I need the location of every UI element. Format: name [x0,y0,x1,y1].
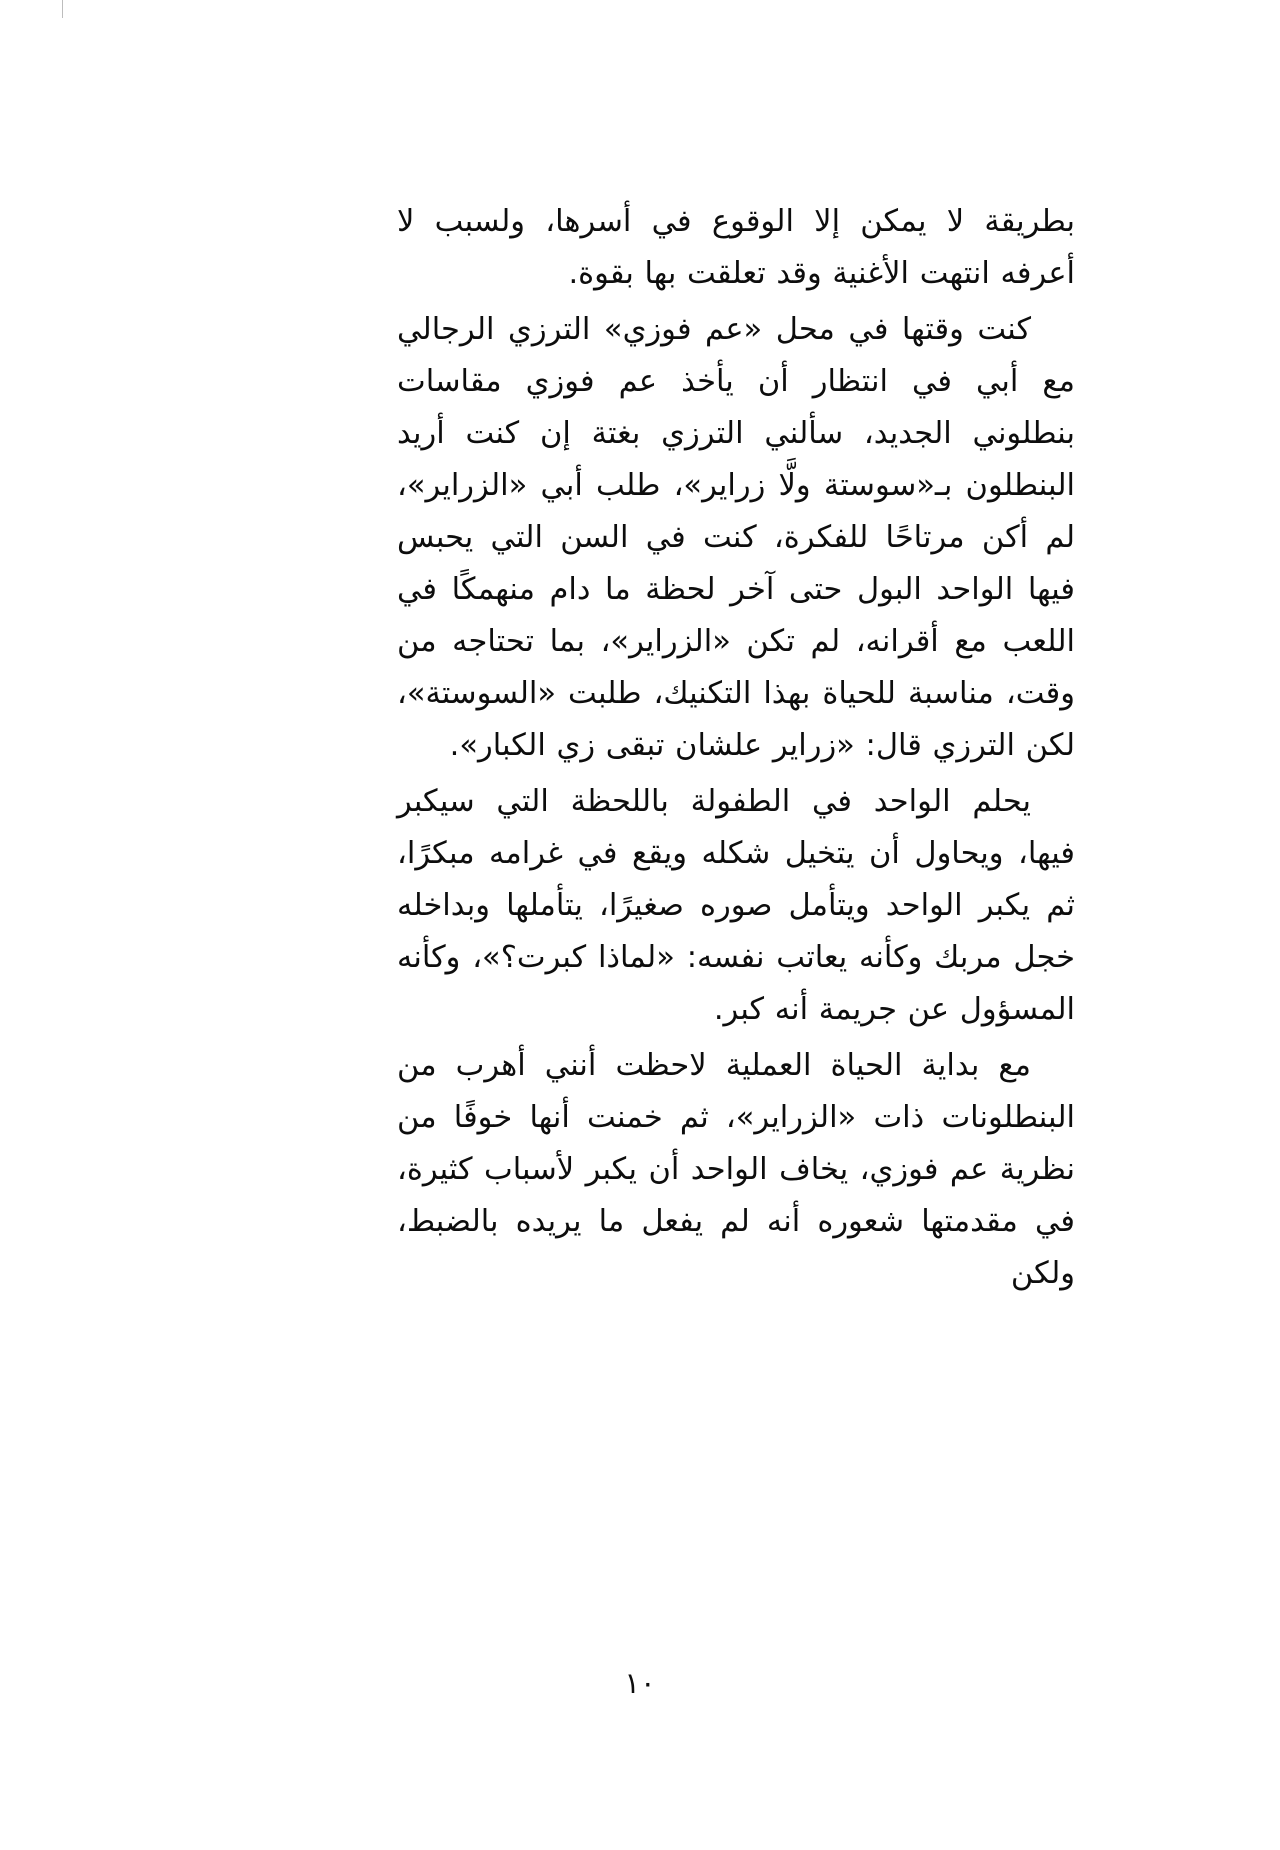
page-number: ١٠ [624,1666,656,1700]
paragraph-2: كنت وقتها في محل «عم فوزي» الترزي الرجالي مع أبي في انتظار أن يأخذ عم فوزي مقاسات بنطلوني الجديد، سألني الترزي بغتة إن كنت أريد البنطلون بـ«سوستة ولَّا زراير»، طلب أبي «الزراير»، لم أكن مرتاحًا للفكرة، كنت في السن التي يحبس فيها الواحد البول حتى آخر لحظة ما دام منهمكًا في اللعب مع أقرانه، لم تكن «الزراير»، بما تحتاجه من وقت، مناسبة للحياة بهذا التكنيك، طلبت «السوستة»، لكن الترزي قال: «زراير علشان تبقى زي الكبار». [397,312,1075,763]
paragraph-4: مع بداية الحياة العملية لاحظت أنني أهرب من البنطلونات ذات «الزراير»، ثم خمنت أنها خوفًا من نظرية عم فوزي، يخاف الواحد أن يكبر لأسباب كثيرة، في مقدمتها شعوره أنه لم يفعل ما يريده بالضبط، ولكن [397,1048,1075,1291]
paragraph-3: يحلم الواحد في الطفولة باللحظة التي سيكبر فيها، ويحاول أن يتخيل شكله ويقع في غرامه مبكرًا، ثم يكبر الواحد ويتأمل صوره صغيرًا، يتأملها وبداخله خجل مربك وكأنه يعاتب نفسه: «لماذا كبرت؟»، وكأنه المسؤول عن جريمة أنه كبر. [397,784,1075,1027]
crop-mark [62,0,63,18]
page-text-block [397,196,1075,1304]
paragraph-1: بطريقة لا يمكن إلا الوقوع في أسرها، ولسبب لا أعرفه انتهت الأغنية وقد تعلقت بها بقوة. [397,204,1075,291]
